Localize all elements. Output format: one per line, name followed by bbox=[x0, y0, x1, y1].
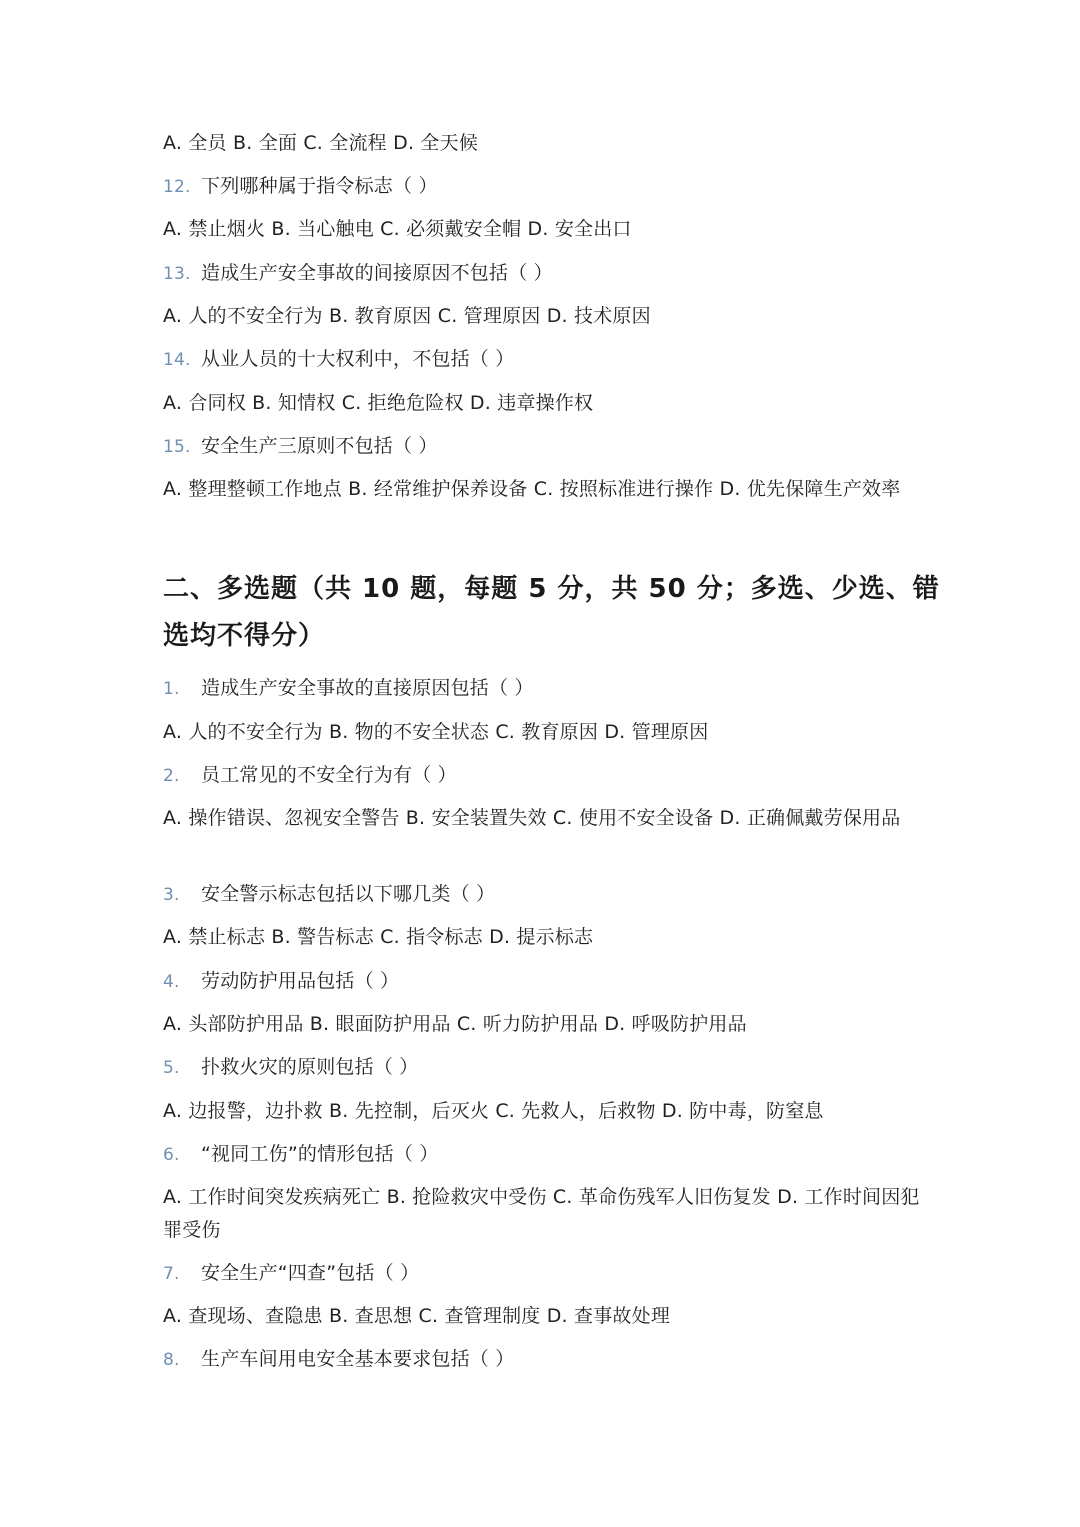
options-line: A. 操作错误、忽视安全警告 B. 安全装置失效 C. 使用不安全设备 D. 正确佩戴劳保用品 bbox=[163, 807, 901, 829]
question-item bbox=[163, 1138, 439, 1171]
question-item bbox=[163, 257, 553, 290]
options-line: A. 禁止标志 B. 警告标志 C. 指令标志 D. 提示标志 bbox=[163, 926, 594, 948]
question-number: 3. bbox=[163, 885, 180, 905]
question-number: 14. bbox=[163, 350, 191, 370]
options-line: A. 合同权 B. 知情权 C. 拒绝危险权 D. 违章操作权 bbox=[163, 392, 594, 414]
question-number: 2. bbox=[163, 766, 180, 786]
question-text: 安全生产三原则不包括（ ） bbox=[201, 435, 438, 457]
options-line: A. 人的不安全行为 B. 物的不安全状态 C. 教育原因 D. 管理原因 bbox=[163, 721, 709, 743]
options-line: A. 人的不安全行为 B. 教育原因 C. 管理原因 D. 技术原因 bbox=[163, 305, 651, 327]
question-text: 下列哪种属于指令标志（ ） bbox=[201, 175, 438, 197]
question-text: 扑救火灾的原则包括（ ） bbox=[201, 1056, 419, 1078]
question-number: 6. bbox=[163, 1145, 180, 1165]
question-text: 安全警示标志包括以下哪几类（ ） bbox=[201, 883, 496, 905]
question-number: 8. bbox=[163, 1350, 180, 1370]
question-number: 1. bbox=[163, 679, 180, 699]
question-item bbox=[163, 965, 399, 998]
question-item bbox=[163, 170, 438, 203]
question-text: 造成生产安全事故的间接原因不包括（ ） bbox=[201, 262, 553, 284]
question-text: “视同工伤”的情形包括（ ） bbox=[201, 1143, 439, 1165]
options-line: A. 查现场、查隐患 B. 查思想 C. 查管理制度 D. 查事故处理 bbox=[163, 1305, 671, 1327]
question-item bbox=[163, 672, 534, 705]
question-item bbox=[163, 1257, 419, 1290]
section-heading: 二、多选题（共 10 题，每题 5 分，共 50 分；多选、少选、错选均不得分） bbox=[163, 574, 940, 651]
question-item bbox=[163, 1051, 418, 1084]
options-line: A. 整理整顿工作地点 B. 经常维护保养设备 C. 按照标准进行操作 D. 优先保障生产效率 bbox=[163, 478, 901, 500]
options-line: A. 头部防护用品 B. 眼面防护用品 C. 听力防护用品 D. 呼吸防护用品 bbox=[163, 1013, 747, 1035]
options-line: A. 工作时间突发疾病死亡 B. 抢险救灾中受伤 C. 革命伤残军人旧伤复发 D. 工作时间因犯罪受伤 bbox=[163, 1186, 920, 1241]
question-item bbox=[163, 759, 457, 792]
question-number: 13. bbox=[163, 264, 191, 284]
question-item bbox=[163, 343, 514, 376]
question-item bbox=[163, 878, 495, 911]
question-number: 5. bbox=[163, 1058, 180, 1078]
question-number: 15. bbox=[163, 437, 191, 457]
options-line: A. 全员 B. 全面 C. 全流程 D. 全天候 bbox=[163, 132, 479, 154]
question-text: 安全生产“四查”包括（ ） bbox=[201, 1262, 420, 1284]
question-number: 4. bbox=[163, 972, 180, 992]
question-number: 7. bbox=[163, 1264, 180, 1284]
question-text: 造成生产安全事故的直接原因包括（ ） bbox=[201, 677, 534, 699]
question-text: 生产车间用电安全基本要求包括（ ） bbox=[201, 1348, 515, 1370]
question-number: 12. bbox=[163, 177, 191, 197]
options-line: A. 禁止烟火 B. 当心触电 C. 必须戴安全帽 D. 安全出口 bbox=[163, 218, 632, 240]
question-text: 劳动防护用品包括（ ） bbox=[201, 970, 400, 992]
question-text: 从业人员的十大权利中，不包括（ ） bbox=[201, 348, 515, 370]
question-item bbox=[163, 430, 438, 463]
question-item bbox=[163, 1343, 514, 1376]
question-text: 员工常见的不安全行为有（ ） bbox=[201, 764, 457, 786]
options-line: A. 边报警，边扑救 B. 先控制，后灭火 C. 先救人，后救物 D. 防中毒，防窒息 bbox=[163, 1100, 824, 1122]
